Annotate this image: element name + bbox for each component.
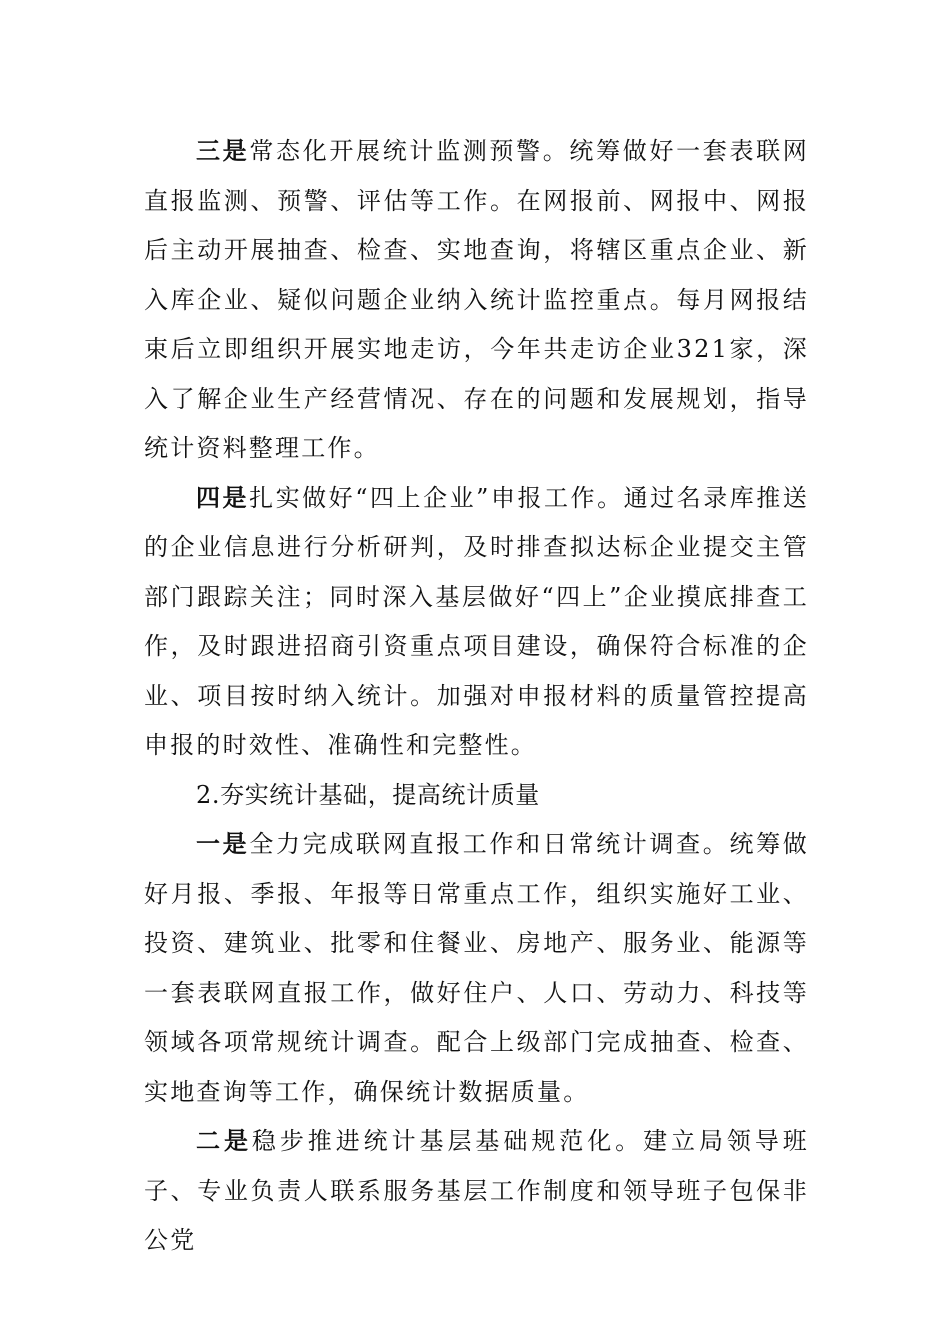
document-body bbox=[144, 127, 809, 1266]
paragraph-text: 全力完成联网直报工作和日常统计调查。统筹做好月报、季报、年报等日常重点工作，组织实施好工业、投资、建筑业、批零和住餐业、房地产、服务业、能源等一套表联网直报工作，做好住户、人口、劳动力、科技等领域各项常规统计调查。配合上级部门完成抽查、检查、实地查询等工作，确保统计数据质量。 bbox=[144, 830, 810, 1106]
paragraph-three-is bbox=[144, 127, 809, 474]
paragraph-lead: 二是 bbox=[196, 1127, 252, 1155]
section-heading: 2.夯实统计基础，提高统计质量 bbox=[196, 780, 540, 809]
paragraph-text: 稳步推进统计基层基础规范化。建立局领导班子、专业负责人联系服务基层工作制度和领导班子包保非公党 bbox=[144, 1127, 809, 1254]
paragraph-four-is bbox=[144, 474, 809, 771]
paragraph-lead: 三是 bbox=[196, 137, 250, 165]
paragraph-lead: 一是 bbox=[196, 830, 250, 858]
paragraph-lead: 四是 bbox=[196, 483, 250, 512]
paragraph-text: 常态化开展统计监测预警。统筹做好一套表联网直报监测、预警、评估等工作。在网报前、网报中、网报后主动开展抽查、检查、实地查询，将辖区重点企业、新入库企业、疑似问题企业纳入统计监控重点。每月网报结束后立即组织开展实地走访，今年共走访企业321家，深入了解企业生产经营情况、存在的问题和发展规划，指导统计资料整理工作。 bbox=[144, 137, 810, 462]
paragraph-two-is bbox=[144, 1117, 809, 1266]
paragraph-one-is bbox=[144, 820, 809, 1117]
paragraph-text: 扎实做好“四上企业”申报工作。通过名录库推送的企业信息进行分析研判，及时排查拟达标企业提交主管部门跟踪关注；同时深入基层做好“四上”企业摸底排查工作，及时跟进招商引资重点项目建设，确保符合标准的企业、项目按时纳入统计。加强对申报材料的质量管控提高申报的时效性、准确性和完整性。 bbox=[144, 483, 810, 759]
